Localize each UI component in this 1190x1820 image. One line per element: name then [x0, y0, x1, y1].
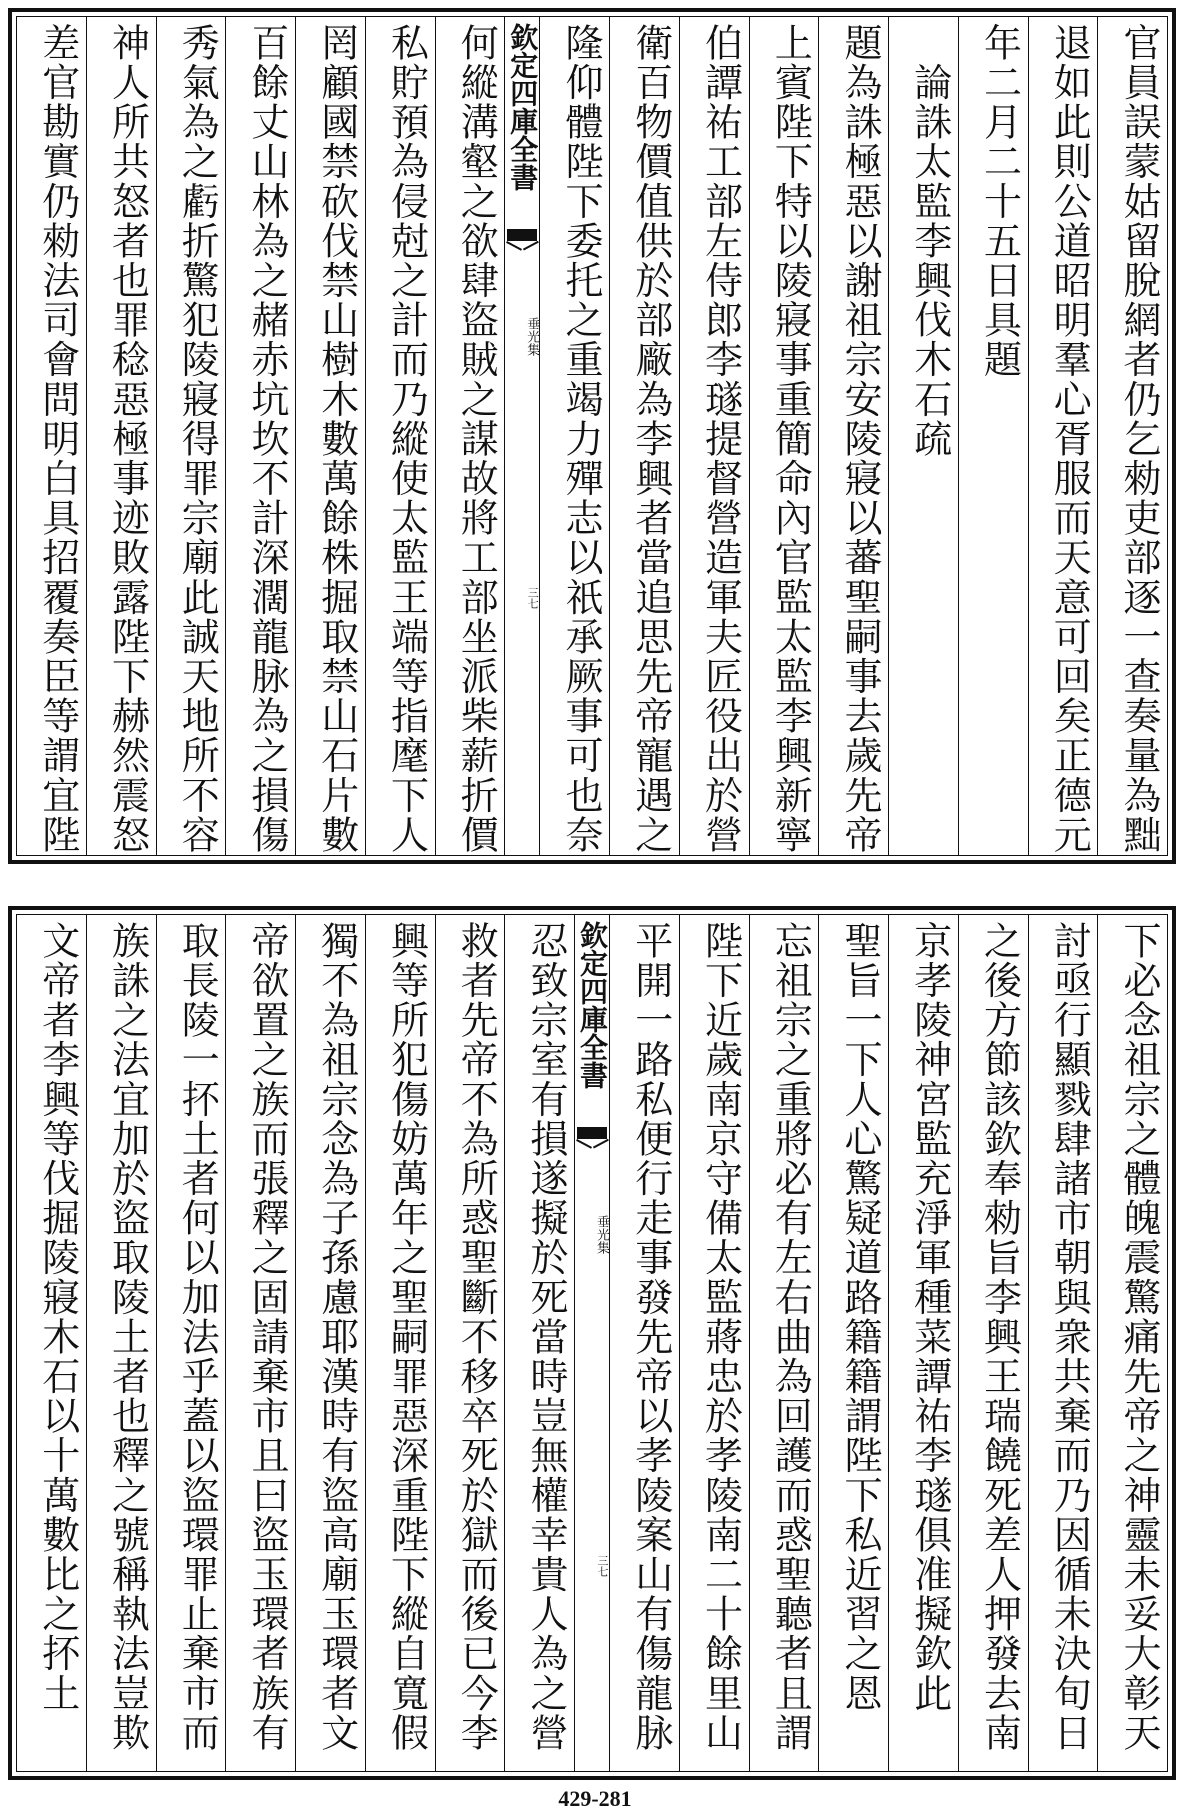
- text-column: [1097, 915, 1167, 1771]
- text-column: [365, 915, 435, 1771]
- block-center-margin: [574, 915, 609, 1771]
- column-text: 興等所犯傷妨萬年之聖嗣罪惡深重陛下縱自寬假: [384, 921, 429, 1753]
- text-column: [435, 17, 505, 855]
- column-text: 隆仰體陛下委托之重竭力殫志以祇承厥事可也奈: [559, 23, 603, 855]
- text-column: [435, 915, 505, 1771]
- column-text: 取長陵一抔土者何以加法乎蓋以盜環罪止棄市而: [175, 921, 220, 1753]
- text-column: [225, 17, 295, 855]
- column-text: 獨不為祖宗念為子孫慮耶漢時有盜高廟玉環者文: [314, 921, 359, 1753]
- column-text: 帝欲置之族而張釋之固請棄市且曰盜玉環者族有: [245, 921, 289, 1753]
- text-column: [609, 915, 679, 1771]
- column-text: 之後方節該欽奉勑旨李興王瑞饒死差人押發去南: [977, 921, 1022, 1753]
- text-column: [888, 915, 958, 1771]
- text-column: [225, 915, 295, 1771]
- column-text: 忘祖宗之重將必有左右曲為回護而惑聖聽者且謂: [768, 921, 813, 1753]
- text-column: [295, 17, 365, 855]
- column-text: 上賓陛下特以陵寢事重簡命內官監太監李興新寧: [768, 23, 813, 855]
- top-page-frame: [8, 8, 1176, 864]
- text-column: [679, 915, 749, 1771]
- column-text: 下必念祖宗之體魄震驚痛先帝之神靈未妥大彰天: [1117, 921, 1161, 1753]
- column-text: 聖旨一下人心驚疑道路籍籍謂陛下私近習之恩: [838, 921, 882, 1713]
- text-column: [86, 915, 156, 1771]
- column-text: 平開一路私便行走事發先帝以孝陵案山有傷龍脉: [628, 921, 673, 1753]
- margin-book-title: 垂光集: [524, 317, 540, 356]
- text-column: [888, 17, 958, 855]
- column-text: 衛百物價值供於部廠為李興者當追思先帝寵遇之: [628, 23, 673, 855]
- text-column: [958, 915, 1028, 1771]
- column-text: 題為誅極惡以謝祖宗安陵寢以蕃聖嗣事去歲先帝: [838, 23, 882, 855]
- text-column: [86, 17, 156, 855]
- column-text: 京孝陵神宮監充淨軍種菜譚祐李璲俱准擬欽此: [907, 921, 952, 1713]
- bottom-page-inner-frame: [16, 914, 1168, 1772]
- column-text: 神人所共怒者也罪稔惡極事迹敗露陛下赫然震怒: [105, 23, 150, 855]
- column-text: 討亟行顯戮肆諸市朝與衆共棄而乃因循未決旬日: [1047, 921, 1092, 1753]
- text-column: [504, 915, 574, 1771]
- margin-title: 欽定四庫全書: [576, 921, 609, 1089]
- text-column: [818, 915, 888, 1771]
- text-column: [365, 17, 435, 855]
- fish-tail-mark: [577, 1127, 607, 1153]
- margin-page-number: 三七: [596, 1555, 609, 1577]
- column-text: 差官勘實仍勑法司會問明白具招覆奏臣等謂宜陛: [35, 23, 80, 855]
- text-column: [1028, 17, 1098, 855]
- text-column: [17, 17, 86, 855]
- column-text: 救者先帝不為所惑聖斷不移卒死於獄而後已今李: [454, 921, 499, 1753]
- page-footer-number: 429-281: [558, 1786, 632, 1811]
- fish-tail-mark: [507, 229, 537, 255]
- text-column: [958, 17, 1028, 855]
- margin-book-title: 垂光集: [594, 1215, 609, 1254]
- column-text: 族誅之法宜加於盜取陵土者也釋之號稱執法豈欺: [105, 921, 150, 1753]
- top-page-columns: [17, 17, 1167, 855]
- column-text: 罔顧國禁砍伐禁山樹木數萬餘株掘取禁山石片數: [314, 23, 359, 855]
- bottom-page-columns: [17, 915, 1167, 1771]
- bottom-page-frame: [8, 906, 1176, 1780]
- column-text: 文帝者李興等伐掘陵寢木石以十萬數比之抔土: [35, 921, 80, 1713]
- top-page-inner-frame: [16, 16, 1168, 856]
- text-column: [749, 915, 819, 1771]
- column-text: 秀氣為之虧折驚犯陵寢得罪宗廟此誠天地所不容: [175, 23, 220, 855]
- text-column: [1028, 915, 1098, 1771]
- column-text: 退如此則公道昭明羣心胥服而天意可回矣正德元: [1047, 23, 1092, 855]
- text-column: [749, 17, 819, 855]
- text-column: [1097, 17, 1167, 855]
- column-text: 私貯預為侵尅之計而乃縱使太監王端等指麾下人: [384, 23, 429, 855]
- column-text: 何縱溝壑之欲肆盜賊之謀故將工部坐派柴薪折價: [454, 23, 499, 855]
- column-text: 伯譚祐工部左侍郎李璲提督營造軍夫匠役出於營: [698, 23, 743, 855]
- column-text: 官員誤蒙姑留脫網者仍乞勑吏部逐一查奏量為黜: [1117, 23, 1161, 855]
- text-column: [539, 17, 609, 855]
- text-column: [17, 915, 86, 1771]
- text-column: [609, 17, 679, 855]
- text-column: [156, 915, 226, 1771]
- block-center-margin: [504, 17, 539, 855]
- text-column: [818, 17, 888, 855]
- margin-title: 欽定四庫全書: [506, 23, 540, 191]
- text-column: [679, 17, 749, 855]
- column-text: 年二月二十五日具題: [977, 23, 1022, 380]
- column-text: 百餘丈山林為之赭赤坑坎不計深濶龍脉為之損傷: [245, 23, 289, 855]
- text-column: [295, 915, 365, 1771]
- column-text: 陛下近歲南京守備太監蔣忠於孝陵南二十餘里山: [698, 921, 743, 1753]
- column-text: 忍致宗室有損遂擬於死當時豈無權幸貴人為之營: [524, 921, 568, 1753]
- text-column: [156, 17, 226, 855]
- column-text: 論誅太監李興伐木石疏: [907, 23, 952, 459]
- margin-page-number: 三七: [526, 587, 540, 609]
